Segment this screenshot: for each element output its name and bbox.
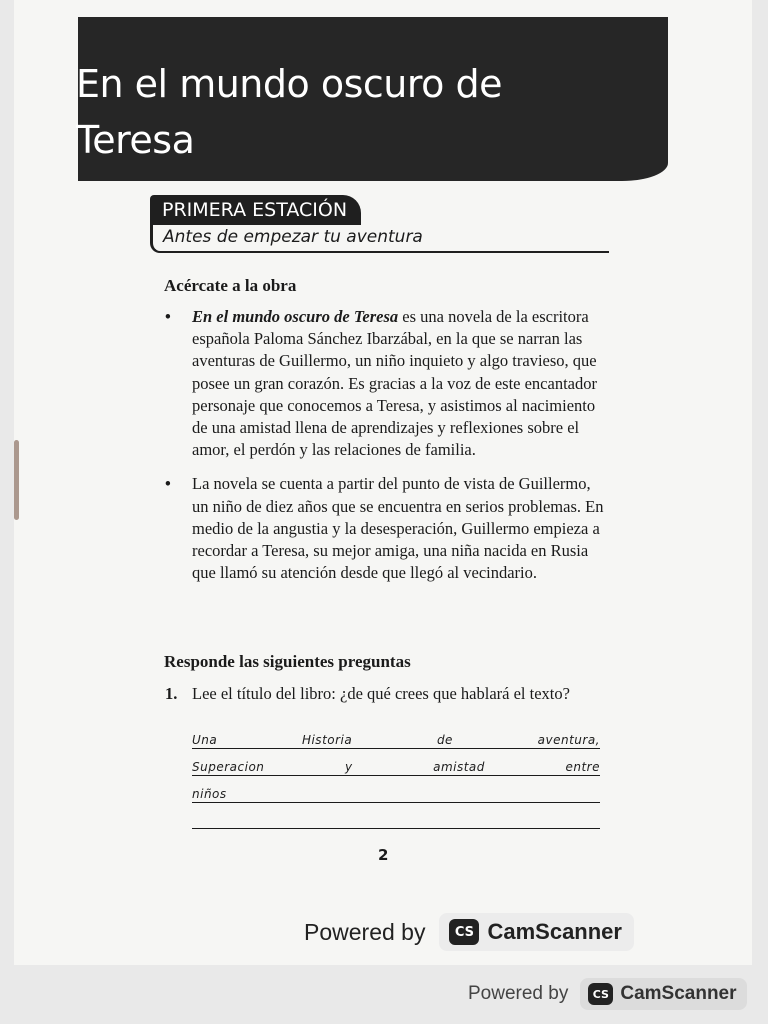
- camscanner-brand: CamScanner: [620, 983, 737, 1004]
- handwritten-answer: Superacion y amistad entre: [192, 760, 600, 774]
- handwritten-answer: niños: [192, 787, 227, 801]
- camscanner-badge: [580, 978, 746, 1010]
- answer-line[interactable]: [192, 724, 600, 749]
- powered-by-text: Powered by: [468, 983, 569, 1004]
- station-subtitle: Antes de empezar tu aventura: [163, 227, 423, 247]
- book-title: En el mundo oscuro de Teresa: [76, 62, 502, 162]
- bullet-item: [165, 306, 610, 461]
- camscanner-logo-icon: CS: [449, 919, 479, 945]
- camscanner-logo-icon: CS: [588, 983, 613, 1005]
- questions-heading: Responde las siguientes preguntas: [164, 652, 411, 671]
- page-number: 2: [378, 846, 389, 864]
- station-label: PRIMERA ESTACIÓN: [150, 195, 361, 225]
- powered-by-text: Powered by: [304, 918, 426, 945]
- bullet-item: [165, 473, 610, 584]
- bullet-text: La novela se cuenta a partir del punto de vista de Guillermo, un niño de diez años que se encuentra en serios problemas. En medio de la angustia y la desesperación, Guillermo empieza a recordar a Teresa, su mejor amiga, una niña nacida en Rusia que llamó su atención desde que llegó al vecindario.: [192, 474, 604, 583]
- camscanner-badge: [439, 913, 634, 951]
- bullet-lead: En el mundo oscuro de Teresa: [192, 307, 399, 326]
- intro-bullets: [165, 306, 610, 596]
- answer-line[interactable]: [192, 778, 600, 803]
- handwritten-answer: Una Historia de aventura,: [192, 733, 600, 747]
- answer-line[interactable]: [192, 804, 600, 829]
- station-subtitle-box: [150, 225, 609, 253]
- question-item: [165, 683, 595, 705]
- camscanner-watermark-footer: [468, 974, 747, 1014]
- camscanner-watermark: [304, 908, 634, 956]
- bullet-text: es una novela de la escritora española Paloma Sánchez Ibarzábal, en la que se narran las aventuras de Guillermo, un niño inquieto y algo travieso, que posee un gran corazón. Es gracias a la voz de este encantador personaje que conocemos a Teresa, y asistimos al nacimiento de una amistad llena de aprendizajes y reflexiones sobre el amor, el perdón y las relaciones de familia.: [192, 307, 597, 460]
- answer-line[interactable]: [192, 751, 600, 776]
- question-number: 1.: [165, 684, 178, 703]
- bullet-dot: •: [165, 474, 171, 494]
- intro-heading: Acércate a la obra: [164, 276, 297, 295]
- question-text: Lee el título del libro: ¿de qué crees que hablará el texto?: [192, 684, 570, 703]
- binding-shadow: [14, 440, 19, 520]
- bullet-dot: •: [165, 307, 171, 326]
- camscanner-brand: CamScanner: [487, 919, 622, 944]
